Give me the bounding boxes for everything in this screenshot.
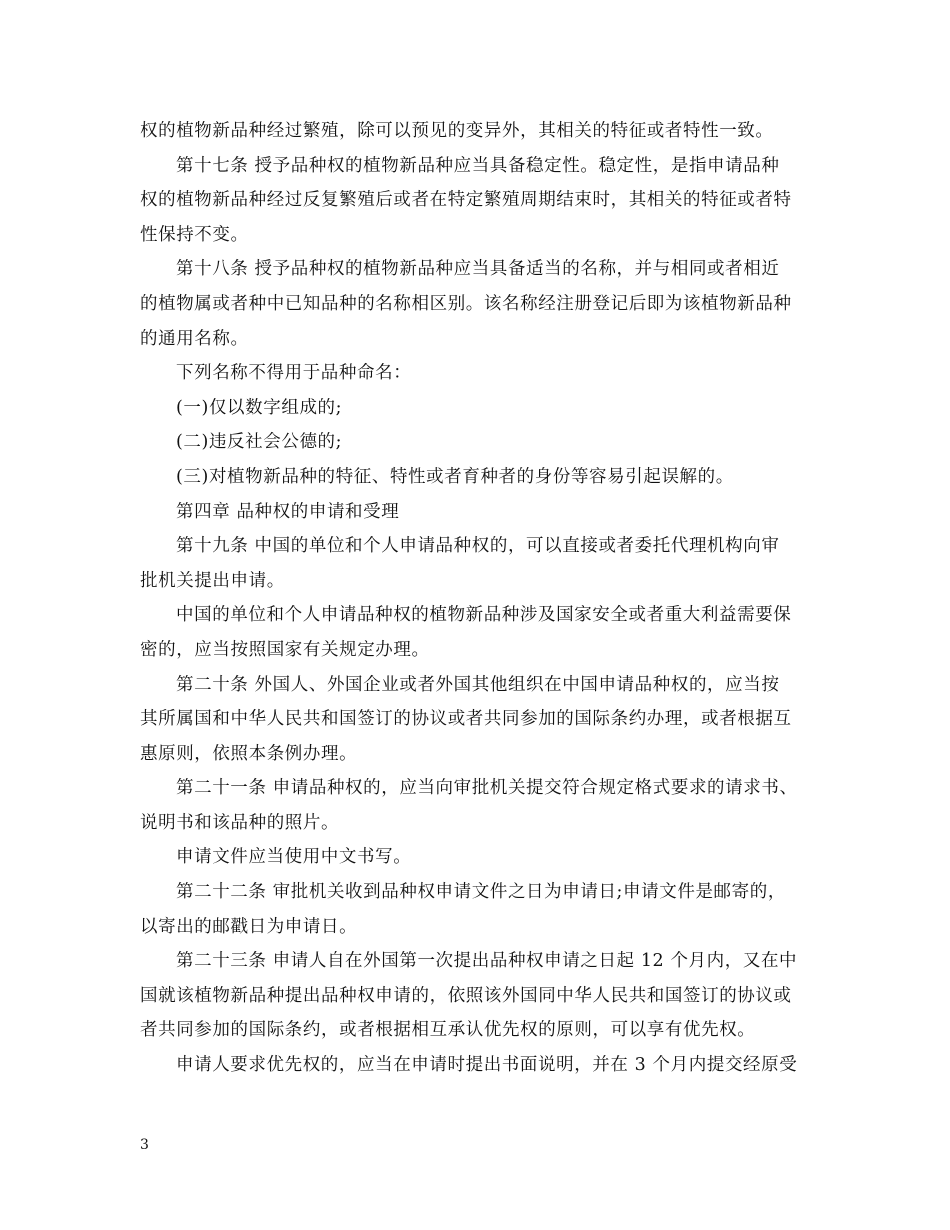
text-line: 批机关提出申请。 (140, 570, 285, 591)
text-line: 第二十一条 申请品种权的，应当向审批机关提交符合规定格式要求的请求书、 (176, 778, 798, 799)
text-line: 密的，应当按照国家有关规定办理。 (140, 639, 430, 660)
text-line: 第二十条 外国人、外国企业或者外国其他组织在中国申请品种权的，应当按 (176, 674, 780, 695)
text-line: 说明书和该品种的照片。 (140, 812, 340, 833)
text-line: 申请文件应当使用中文书写。 (176, 847, 412, 868)
text-line: 下列名称不得用于品种命名： (176, 363, 412, 384)
text-line: (二)违反社会公德的; (176, 432, 343, 453)
document-body (140, 114, 812, 1083)
text-line: 第十七条 授予品种权的植物新品种应当具备稳定性。稳定性，是指申请品种 (176, 155, 780, 176)
text-line: 第二十三条 申请人自在外国第一次提出品种权申请之日起 12 个月内，又在中 (176, 951, 798, 972)
text-line: 者共同参加的国际条约，或者根据相互承认优先权的原则，可以享有优先权。 (140, 1020, 756, 1041)
text-line: 权的植物新品种经过繁殖，除可以预见的变异外，其相关的特征或者特性一致。 (140, 121, 774, 141)
text-line: 的植物属或者种中已知品种的名称相区别。该名称经注册登记后即为该植物新品种 (140, 293, 792, 314)
text-line: 第二十二条 审批机关收到品种权申请文件之日为申请日;申请文件是邮寄的， (176, 882, 786, 903)
text-line: 权的植物新品种经过反复繁殖后或者在特定繁殖周期结束时，其相关的特征或者特 (140, 190, 792, 211)
text-line: (一)仅以数字组成的; (176, 397, 343, 418)
text-line: 以寄出的邮戳日为申请日。 (140, 916, 358, 937)
text-line: (三)对植物新品种的特征、特性或者育种者的身份等容易引起误解的。 (176, 466, 734, 487)
page-number: 3 (140, 1137, 149, 1153)
text-line: 申请人要求优先权的，应当在申请时提出书面说明，并在 3 个月内提交经原受 (176, 1055, 798, 1076)
text-line: 中国的单位和个人申请品种权的植物新品种涉及国家安全或者重大利益需要保 (176, 605, 792, 626)
text-line: 的通用名称。 (140, 328, 249, 349)
text-line: 性保持不变。 (140, 224, 249, 245)
text-line: 其所属国和中华人民共和国签订的协议或者共同参加的国际条约办理，或者根据互 (140, 709, 792, 730)
text-line: 第十八条 授予品种权的植物新品种应当具备适当的名称，并与相同或者相近 (176, 259, 780, 280)
text-line: 第四章 品种权的申请和受理 (176, 501, 400, 522)
text-line: 惠原则，依照本条例办理。 (140, 743, 358, 764)
text-line: 国就该植物新品种提出品种权申请的，依照该外国同中华人民共和国签订的协议或 (140, 985, 792, 1006)
text-line: 第十九条 中国的单位和个人申请品种权的，可以直接或者委托代理机构向审 (176, 536, 780, 557)
